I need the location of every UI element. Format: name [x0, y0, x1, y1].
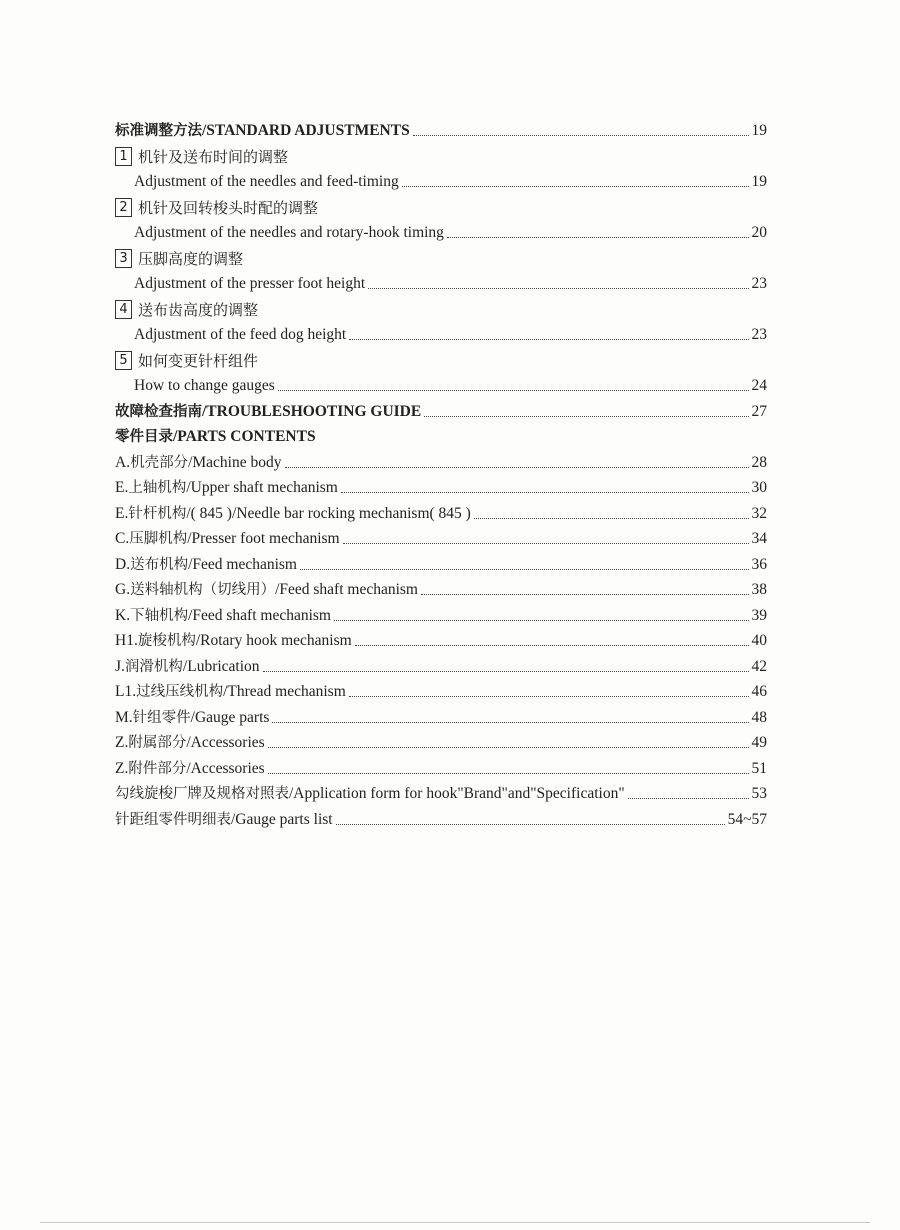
toc-entry — [115, 781, 767, 807]
page-number: 54~57 — [727, 810, 767, 828]
entry-title-en: /Feed shaft mechanism — [275, 581, 418, 598]
dot-leader — [368, 288, 748, 289]
dot-leader — [421, 594, 749, 595]
page-number: 23 — [751, 326, 767, 343]
entry-title-en: /Presser foot mechanism — [187, 530, 340, 547]
toc-subsection — [115, 297, 767, 323]
entry-prefix: D. — [115, 555, 131, 573]
entry-label — [115, 450, 282, 477]
entry-label — [115, 475, 338, 502]
entry-title-en: Adjustment of the needles and rotary-hook timing — [134, 224, 444, 241]
entry-title-en: /Machine body — [188, 453, 282, 471]
toc-entry — [115, 501, 767, 527]
entry-label — [115, 628, 352, 655]
section-number: 5 — [115, 351, 132, 370]
page-number: 53 — [751, 785, 767, 802]
entry-prefix: Z. — [115, 759, 129, 777]
page-number: 42 — [751, 657, 767, 675]
toc-entry — [115, 475, 767, 501]
entry-title-en: /Gauge parts — [190, 708, 270, 726]
page-number: 40 — [751, 632, 767, 649]
dot-leader — [263, 671, 749, 672]
entry-label — [115, 705, 269, 732]
dot-leader — [300, 569, 749, 570]
entry-title-zh: 压脚机构 — [129, 531, 188, 547]
page-number: 34 — [751, 530, 767, 547]
entry-prefix: C. — [115, 530, 130, 547]
entry-title-zh: 故障检查指南 — [115, 403, 202, 420]
dot-leader — [355, 645, 749, 646]
dot-leader — [268, 747, 749, 748]
page-number: 39 — [751, 606, 767, 624]
page-number: 46 — [751, 683, 767, 700]
entry-label — [115, 756, 265, 783]
entry-label — [115, 654, 260, 681]
entry-prefix: Z. — [115, 734, 129, 751]
table-of-contents — [115, 118, 767, 832]
entry-prefix: H1. — [115, 632, 138, 649]
page-number: 36 — [751, 555, 767, 573]
entry-title-zh: 送布机构 — [130, 556, 189, 573]
entry-title-zh: 附件部分 — [128, 760, 187, 777]
page-number: 49 — [751, 734, 767, 751]
dot-leader — [341, 492, 749, 493]
entry-title-en: /Rotary hook mechanism — [195, 632, 352, 649]
dot-leader — [268, 773, 749, 774]
dot-leader — [447, 237, 749, 238]
page-number: 38 — [751, 581, 767, 598]
entry-title-en: /Feed shaft mechanism — [188, 606, 331, 624]
toc-entry — [115, 705, 767, 731]
dot-leader — [278, 390, 749, 391]
subsection-title-zh: 如何变更针杆组件 — [138, 351, 259, 370]
entry-title-en: /Lubrication — [182, 657, 260, 675]
page-number: 23 — [751, 275, 767, 292]
page-number: 20 — [751, 224, 767, 241]
entry-prefix: E. — [115, 504, 129, 522]
entry-title-en: Adjustment of the feed dog height — [134, 326, 347, 343]
entry-title-zh: 过线压线机构 — [136, 684, 224, 700]
entry-title-zh: 上轴机构 — [128, 480, 187, 496]
entry-title-en: /STANDARD ADJUSTMENTS — [202, 122, 410, 139]
entry-title-en: /PARTS CONTENTS — [173, 428, 316, 445]
entry-label — [115, 781, 625, 808]
dot-leader — [336, 824, 725, 825]
page-number: 48 — [751, 708, 767, 726]
entry-prefix: M. — [115, 708, 133, 726]
toc-entry — [115, 322, 767, 348]
entry-title-en: /Application form for hook"Brand"and"Specification" — [289, 785, 625, 802]
entry-title-en: /Thread mechanism — [223, 683, 346, 700]
dot-leader — [334, 620, 749, 621]
dot-leader — [285, 467, 749, 468]
subsection-title-zh: 机针及回转梭头时配的调整 — [138, 198, 319, 217]
dot-leader — [402, 186, 749, 187]
entry-title-zh: 零件目录 — [115, 429, 173, 445]
page-number: 30 — [751, 479, 767, 496]
entry-label — [115, 424, 316, 451]
entry-title-en: Adjustment of the needles and feed-timing — [134, 173, 399, 190]
toc-entry — [115, 450, 767, 476]
dot-leader — [349, 696, 749, 697]
entry-title-en: /( 845 )/Needle bar rocking mechanism( 845 ) — [186, 504, 471, 522]
page-number: 32 — [751, 504, 767, 522]
entry-prefix: A. — [115, 453, 131, 471]
toc-entry — [115, 373, 767, 399]
toc-subsection — [115, 144, 767, 170]
toc-entry — [115, 730, 767, 756]
toc-entry — [115, 679, 767, 705]
toc-entry — [115, 654, 767, 680]
entry-title-zh: 勾线旋梭厂牌及规格对照表 — [115, 786, 289, 802]
entry-title-zh: 附属部分 — [128, 735, 187, 751]
page-number: 27 — [751, 402, 767, 420]
entry-prefix: L1. — [115, 683, 137, 700]
entry-title-zh: 机壳部分 — [130, 454, 189, 471]
entry-label — [115, 807, 333, 834]
entry-title-en: /TROUBLESHOOTING GUIDE — [202, 402, 422, 420]
entry-prefix: E. — [115, 479, 129, 496]
entry-title-zh: 旋梭机构 — [137, 633, 196, 649]
entry-label — [134, 169, 399, 195]
subsection-title-zh: 机针及送布时间的调整 — [138, 147, 289, 166]
page-number: 19 — [751, 173, 767, 190]
toc-subsection — [115, 195, 767, 221]
dot-leader — [424, 416, 748, 417]
toc-entry — [115, 807, 767, 833]
entry-label — [115, 730, 265, 757]
entry-prefix: G. — [115, 581, 131, 598]
toc-subsection — [115, 348, 767, 374]
entry-label — [115, 603, 331, 630]
entry-label — [115, 501, 471, 528]
toc-heading — [115, 399, 767, 425]
page-number: 19 — [751, 122, 767, 139]
entry-title-en: /Upper shaft mechanism — [186, 479, 338, 496]
entry-title-en: /Accessories — [186, 759, 265, 777]
toc-entry — [115, 271, 767, 297]
entry-label — [115, 526, 340, 553]
entry-label — [115, 118, 410, 145]
toc-subsection — [115, 246, 767, 272]
page-number: 28 — [751, 453, 767, 471]
entry-title-zh: 针杆机构 — [128, 505, 187, 522]
toc-heading — [115, 118, 767, 144]
entry-prefix: K. — [115, 606, 131, 624]
dot-leader — [474, 518, 749, 519]
dot-leader — [413, 135, 749, 136]
section-number: 3 — [115, 249, 132, 268]
dot-leader — [343, 543, 749, 544]
entry-label — [115, 577, 418, 604]
subsection-title-zh: 送布齿高度的调整 — [138, 300, 259, 319]
entry-title-zh: 润滑机构 — [124, 658, 183, 675]
dot-leader — [628, 798, 749, 799]
page-number: 24 — [751, 377, 767, 394]
toc-entry — [115, 628, 767, 654]
toc-heading — [115, 424, 767, 450]
section-number: 4 — [115, 300, 132, 319]
page-bottom-rule — [40, 1222, 870, 1223]
entry-label — [115, 552, 297, 579]
entry-title-en: /Gauge parts list — [231, 810, 333, 828]
toc-entry — [115, 552, 767, 578]
entry-title-en: /Accessories — [186, 734, 265, 751]
entry-label — [134, 220, 444, 246]
toc-entry — [115, 603, 767, 629]
section-number: 2 — [115, 198, 132, 217]
entry-title-en: /Feed mechanism — [188, 555, 297, 573]
toc-entry — [115, 577, 767, 603]
toc-entry — [115, 169, 767, 195]
dot-leader — [349, 339, 748, 340]
entry-title-zh: 下轴机构 — [130, 607, 189, 624]
entry-title-en: Adjustment of the presser foot height — [134, 275, 366, 292]
entry-label — [115, 399, 421, 426]
entry-title-en: How to change gauges — [134, 377, 275, 394]
toc-entry — [115, 220, 767, 246]
section-number: 1 — [115, 147, 132, 166]
entry-label — [134, 322, 346, 348]
entry-title-zh: 针组零件 — [132, 709, 191, 726]
toc-entry — [115, 526, 767, 552]
entry-label — [134, 271, 365, 297]
entry-prefix: J. — [115, 657, 125, 675]
entry-title-zh: 送料轴机构（切线用） — [130, 582, 276, 598]
entry-title-zh: 标准调整方法 — [115, 123, 202, 139]
subsection-title-zh: 压脚高度的调整 — [138, 249, 244, 268]
toc-entry — [115, 756, 767, 782]
entry-title-zh: 针距组零件明细表 — [115, 811, 231, 828]
dot-leader — [272, 722, 748, 723]
entry-label — [115, 679, 346, 706]
page-number: 51 — [751, 759, 767, 777]
entry-label — [134, 373, 275, 399]
